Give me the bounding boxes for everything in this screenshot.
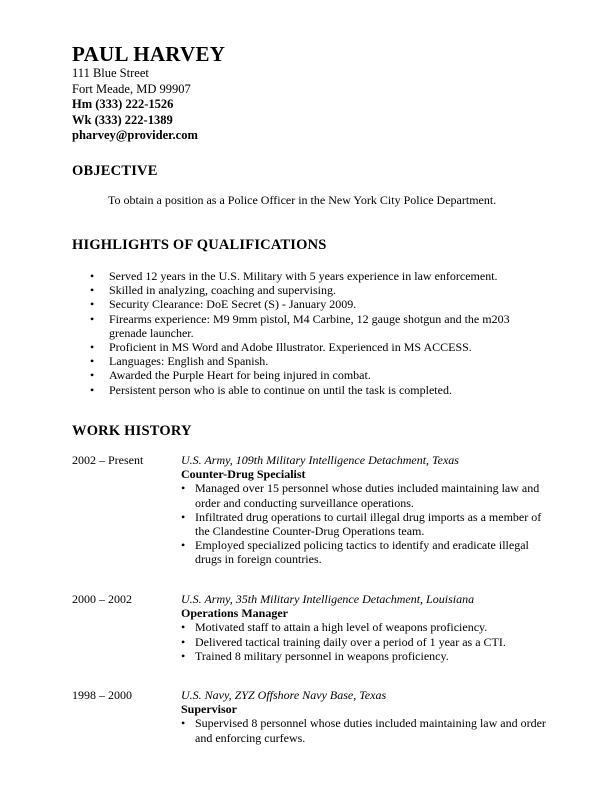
bullet-icon: • xyxy=(90,354,95,369)
objective-text: To obtain a position as a Police Officer in the New York City Police Department. xyxy=(108,193,497,207)
bullet-icon: • xyxy=(90,311,95,326)
home-phone: Hm (333) 222-1526 xyxy=(72,97,174,111)
list-item: • Served 12 years in the U.S. Military with 5 years experience in law enforcement. xyxy=(90,269,498,283)
contact-block xyxy=(72,66,198,144)
list-item: • Delivered tactical training daily over a period of 1 year as a CTI. xyxy=(181,634,506,649)
list-item: • Skilled in analyzing, coaching and supervising. xyxy=(90,283,336,298)
list-item: • Trained 8 military personnel in weapons proficiency. xyxy=(181,648,449,663)
job-dates: 1998 – 2000 xyxy=(72,688,132,702)
list-item: • Persistent person who is able to continue on until the task is completed. xyxy=(90,382,452,397)
city-state-zip: Fort Meade, MD 99907 xyxy=(72,81,191,96)
bullet-icon: • xyxy=(181,481,186,496)
street-address: 111 Blue Street xyxy=(72,66,149,80)
job-duties xyxy=(181,620,551,663)
highlights-list xyxy=(90,269,530,397)
bullet-icon: • xyxy=(181,648,186,663)
bullet-icon: • xyxy=(90,283,95,298)
list-item: • Infiltrated drug operations to curtail illegal drug imports as a member of the Clandestine Counter-Drug Operations team. xyxy=(181,509,542,539)
bullet-icon: • xyxy=(90,340,95,355)
job-dates: 2002 – Present xyxy=(72,453,144,467)
list-item: • Supervised 8 personnel whose duties included maintaining law and order and enforcing curfews. xyxy=(181,716,546,745)
list-item: • Security Clearance: DoE Secret (S) - January 2009. xyxy=(90,297,357,312)
job-title: Counter-Drug Specialist xyxy=(181,467,306,482)
bullet-icon: • xyxy=(90,297,95,312)
work-history-heading: WORK HISTORY xyxy=(72,423,192,439)
work-phone: Wk (333) 222-1389 xyxy=(72,112,173,127)
list-item: • Firearms experience: M9 9mm pistol, M4 Carbine, 12 gauge shotgun and the m203 grenade launcher. xyxy=(90,311,510,340)
list-item: • Awarded the Purple Heart for being injured in combat. xyxy=(90,368,371,383)
job-employer: U.S. Army, 109th Military Intelligence Detachment, Texas xyxy=(181,453,459,467)
job-title: Supervisor xyxy=(181,702,238,717)
job-employer: U.S. Navy, ZYZ Offshore Navy Base, Texas xyxy=(181,688,387,702)
bullet-icon: • xyxy=(90,382,95,397)
job-dates: 2000 – 2002 xyxy=(72,592,132,606)
bullet-icon: • xyxy=(90,368,95,383)
bullet-icon: • xyxy=(181,620,186,635)
highlights-heading: HIGHLIGHTS OF QUALIFICATIONS xyxy=(72,237,327,253)
list-item: • Employed specialized policing tactics to identify and eradicate illegal drugs in foreign countries. xyxy=(181,538,529,567)
candidate-name: PAUL HARVEY xyxy=(72,42,226,66)
list-item: • Proficient in MS Word and Adobe Illustrator. Experienced in MS ACCESS. xyxy=(90,340,472,355)
email-address: pharvey@provider.com xyxy=(72,128,198,142)
bullet-icon: • xyxy=(181,538,186,553)
list-item: • Motivated staff to attain a high level of weapons proficiency. xyxy=(181,620,488,635)
bullet-icon: • xyxy=(90,269,95,283)
list-item: • Managed over 15 personnel whose duties included maintaining law and order and conducting surveillance operations. xyxy=(181,481,540,510)
job-duties xyxy=(181,481,551,566)
job-title: Operations Manager xyxy=(181,606,288,621)
bullet-icon: • xyxy=(181,634,186,649)
bullet-icon: • xyxy=(181,716,186,731)
job-employer: U.S. Army, 35th Military Intelligence Detachment, Louisiana xyxy=(181,592,475,606)
job-duties xyxy=(181,716,551,744)
objective-heading: OBJECTIVE xyxy=(72,163,158,179)
bullet-icon: • xyxy=(181,509,186,524)
list-item: • Languages: English and Spanish. xyxy=(90,354,269,369)
